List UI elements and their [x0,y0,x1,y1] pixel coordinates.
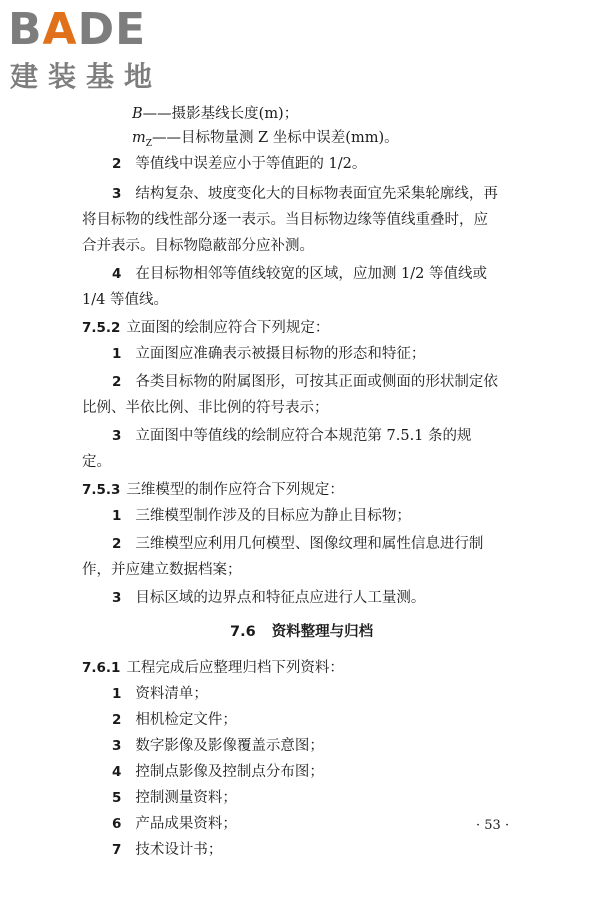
section-clause: 7.5.2 立面图的绘制应符合下列规定： [82,320,330,336]
text-line: 合并表示。目标物隐蔽部分应补测。 [82,238,314,254]
section-clause: 7.5.3 三维模型的制作应符合下列规定： [82,482,344,498]
logo-wordmark: BADE [8,4,147,55]
list-item: 4 控制点影像及控制点分布图； [112,764,324,780]
list-item: 1 立面图应准确表示被摄目标物的形态和特征； [112,346,426,362]
list-item: 2 等值线中误差应小于等值距的 1/2。 [112,156,367,172]
section-heading: 7.6 资料整理与归档 [230,624,374,640]
text-line: 作，并应建立数据档案； [82,562,242,578]
list-item: 1 资料清单； [112,686,208,702]
list-item: 4 在目标物相邻等值线较宽的区域，应加测 1/2 等值线或 [112,266,487,282]
page-number: · 53 · [476,818,510,833]
text-line: B——摄影基线长度(m)； [132,106,299,122]
text-line: 1/4 等值线。 [82,292,168,308]
list-item: 7 技术设计书； [112,842,223,858]
list-item: 3 数字影像及影像覆盖示意图； [112,738,324,754]
list-item: 2 三维模型应利用几何模型、图像纹理和属性信息进行制 [112,536,484,552]
bade-logo [8,2,178,98]
list-item: 1 三维模型制作涉及的目标应为静止目标物； [112,508,411,524]
list-item: 6 产品成果资料； [112,816,237,832]
text-line: 定。 [82,454,111,470]
text-line: 比例、半依比例、非比例的符号表示； [82,400,329,416]
text-line: 将目标物的线性部分逐一表示。当目标物边缘等值线重叠时，应 [82,212,488,228]
list-item: 2 相机检定文件； [112,712,237,728]
list-item: 3 目标区域的边界点和特征点应进行人工量测。 [112,590,426,606]
section-clause: 7.6.1 工程完成后应整理归档下列资料： [82,660,344,676]
list-item: 3 结构复杂、坡度变化大的目标物表面宜先采集轮廓线，再 [112,186,498,202]
list-item: 5 控制测量资料； [112,790,237,806]
list-item: 2 各类目标物的附属图形，可按其正面或侧面的形状制定依 [112,374,498,390]
text-line: $m_Z——$目标物量测 Z 坐标中误差(mm)。 [132,130,399,149]
list-item: 3 立面图中等值线的绘制应符合本规范第 7.5.1 条的规 [112,428,472,444]
logo-subtitle: 建装基地 [10,60,163,93]
